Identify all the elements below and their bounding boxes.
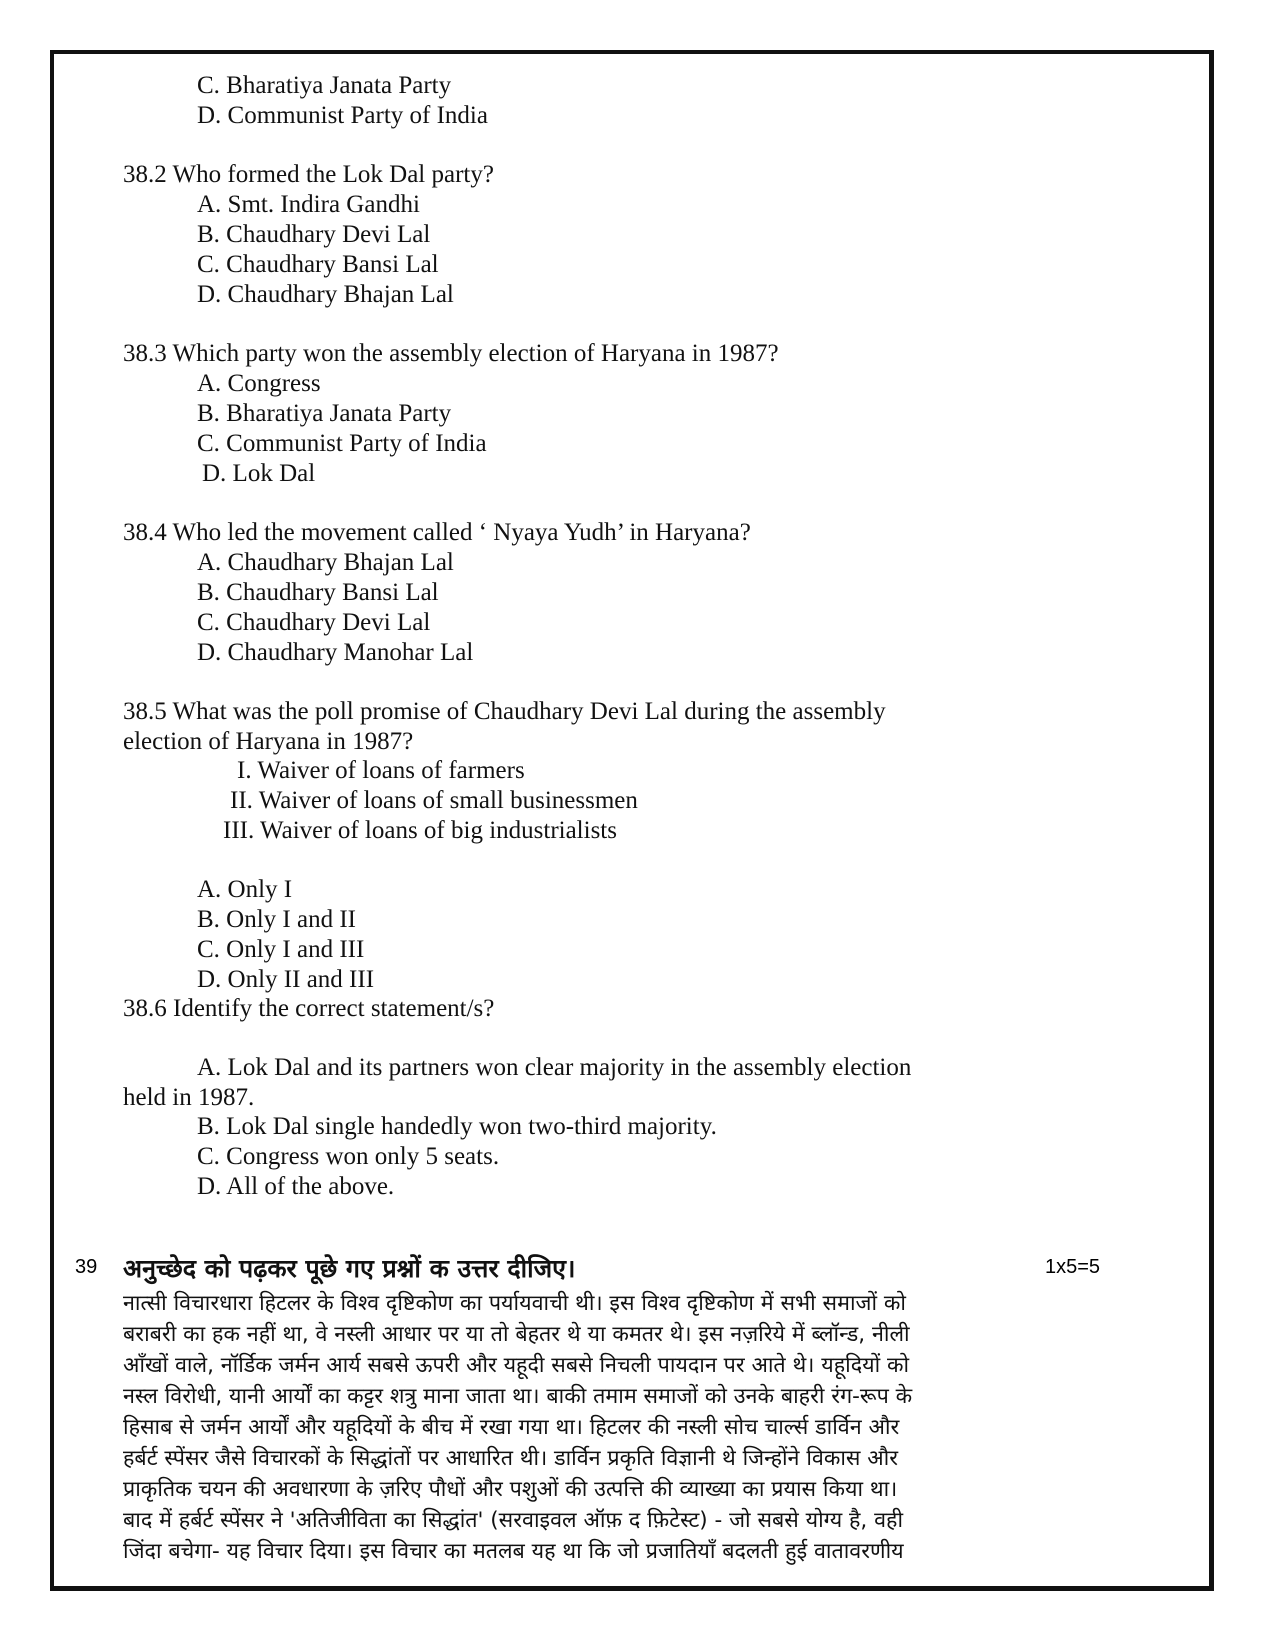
- passage-line: बाद में हर्बर्ट स्पेंसर ने 'अतिजीविता का सिद्धांत' (सरवाइवल ऑफ़ द फ़िटेस्ट) - जो सबसे योग्य है, वही: [123, 1508, 904, 1533]
- option-38-4-c: C. Chaudhary Devi Lal: [197, 609, 431, 636]
- passage-line: आँखों वाले, नॉर्डिक जर्मन आर्य सबसे ऊपरी और यहूदी सबसे निचली पायदान पर आते थे। यहूदियों को: [123, 1353, 910, 1378]
- question-39-heading: अनुच्छेद को पढ़कर पूछे गए प्रश्नों क उत्तर दीजिए।: [123, 1254, 576, 1283]
- option-38-4-d: D. Chaudhary Manohar Lal: [197, 639, 474, 666]
- question-38-2: 38.2 Who formed the Lok Dal party?: [123, 161, 494, 188]
- passage-line: जिंदा बचेगा- यह विचार दिया। इस विचार का मतलब यह था कि जो प्रजातियाँ बदलती हुई वातावरणीय: [123, 1539, 904, 1564]
- option-38-5-d: D. Only II and III: [197, 966, 375, 993]
- option-38-3-d: D. Lok Dal: [202, 460, 316, 487]
- question-38-5-line2: election of Haryana in 1987?: [123, 728, 414, 755]
- statement-i: I. Waiver of loans of farmers: [237, 757, 525, 784]
- option-d-carry: D. Communist Party of India: [197, 102, 488, 129]
- option-38-2-b: B. Chaudhary Devi Lal: [197, 221, 431, 248]
- question-38-5-line1: 38.5 What was the poll promise of Chaudhary Devi Lal during the assembly: [123, 698, 886, 725]
- passage-line: नस्ल विरोधी, यानी आर्यों का कट्टर शत्रु माना जाता था। बाकी तमाम समाजों को उनके बाहरी रंग-रूप के: [123, 1384, 913, 1409]
- question-39-number: 39: [75, 1256, 98, 1278]
- option-38-6-b: B. Lok Dal single handedly won two-third majority.: [197, 1113, 717, 1140]
- statement-iii: III. Waiver of loans of big industrialists: [223, 817, 617, 844]
- option-38-3-b: B. Bharatiya Janata Party: [197, 400, 452, 427]
- passage-line: प्राकृतिक चयन की अवधारणा के ज़रिए पौधों और पशुओं की उत्पत्ति की व्याख्या का प्रयास किया था।: [123, 1477, 898, 1502]
- option-38-4-a: A. Chaudhary Bhajan Lal: [197, 549, 454, 576]
- option-38-6-a-line2: held in 1987.: [123, 1084, 255, 1111]
- question-39-marks: 1x5=5: [1045, 1256, 1101, 1278]
- option-38-5-b: B. Only I and II: [197, 906, 356, 933]
- passage-line: हर्बर्ट स्पेंसर जैसे विचारकों के सिद्धांतों पर आधारित थी। डार्विन प्रकृति विज्ञानी थे जिन्होंने विकास और: [123, 1446, 899, 1471]
- option-38-4-b: B. Chaudhary Bansi Lal: [197, 579, 439, 606]
- option-38-2-d: D. Chaudhary Bhajan Lal: [197, 281, 454, 308]
- question-38-3: 38.3 Which party won the assembly election of Haryana in 1987?: [123, 340, 779, 367]
- statement-ii: II. Waiver of loans of small businessmen: [230, 787, 638, 814]
- option-38-6-d: D. All of the above.: [197, 1173, 395, 1200]
- question-38-4: 38.4 Who led the movement called ‘ Nyaya Yudh’ in Haryana?: [123, 519, 751, 546]
- option-38-3-a: A. Congress: [197, 370, 321, 397]
- option-38-5-c: C. Only I and III: [197, 936, 365, 963]
- option-38-2-a: A. Smt. Indira Gandhi: [197, 191, 420, 218]
- passage-line: हिसाब से जर्मन आर्यों और यहूदियों के बीच में रखा गया था। हिटलर की नस्ली सोच चार्ल्स डार्विन और: [123, 1415, 900, 1440]
- passage-line: नात्सी विचारधारा हिटलर के विश्व दृष्टिकोण का पर्यायवाची थी। इस विश्व दृष्टिकोण में सभी समाजों को: [123, 1291, 906, 1316]
- option-c-carry: C. Bharatiya Janata Party: [197, 72, 452, 99]
- option-38-5-a: A. Only I: [197, 876, 293, 903]
- option-38-6-c: C. Congress won only 5 seats.: [197, 1143, 500, 1170]
- option-38-6-a-line1: A. Lok Dal and its partners won clear majority in the assembly election: [197, 1054, 912, 1081]
- passage-line: बराबरी का हक नहीं था, वे नस्ली आधार पर या तो बेहतर थे या कमतर थे। इस नज़रिये में ब्लॉन्ड, नीली: [123, 1322, 910, 1347]
- question-38-6: 38.6 Identify the correct statement/s?: [123, 995, 495, 1022]
- option-38-2-c: C. Chaudhary Bansi Lal: [197, 251, 439, 278]
- question-39-passage: [123, 1288, 1028, 1567]
- option-38-3-c: C. Communist Party of India: [197, 430, 487, 457]
